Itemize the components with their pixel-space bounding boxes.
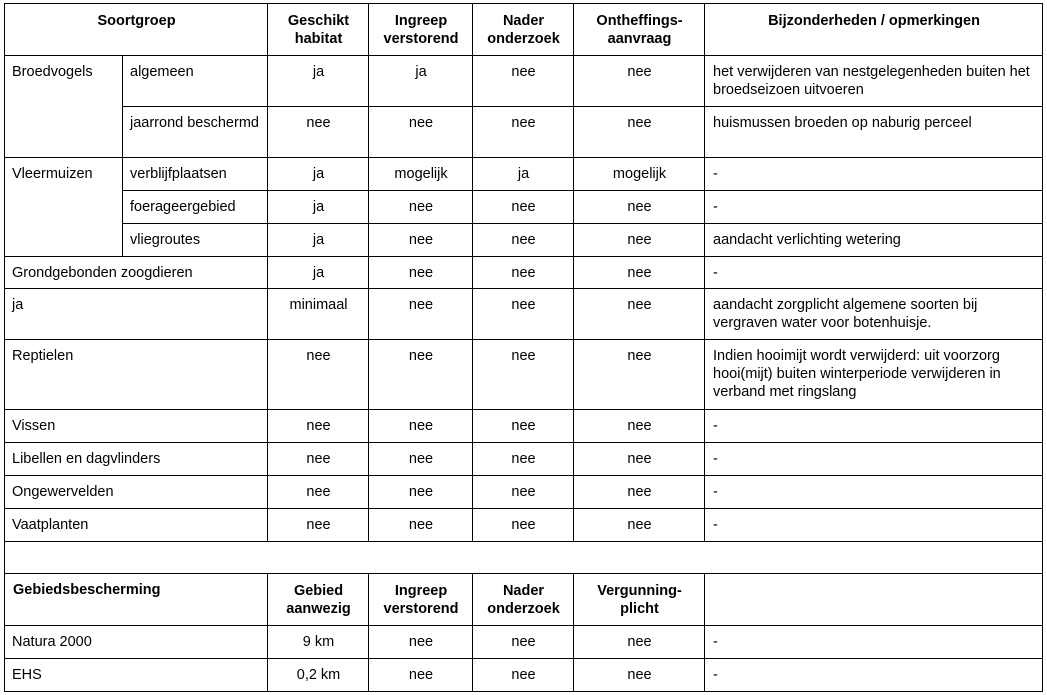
cell-note: het verwijderen van nestgelegenheden buiten het broedseizoen uitvoeren <box>705 56 1043 107</box>
group-label: Vaatplanten <box>5 509 268 542</box>
cell-ingreep: nee <box>369 659 473 692</box>
cell-ontheffing: nee <box>574 289 705 340</box>
cell-onderzoek: nee <box>473 659 574 692</box>
subgroup-label: vliegroutes <box>123 224 268 257</box>
subgroup-label: algemeen <box>123 56 268 107</box>
group-label-broedvogels: Broedvogels <box>5 56 123 158</box>
cell-onderzoek: nee <box>473 191 574 224</box>
table-row <box>5 56 1043 107</box>
header-vergunningplicht: Vergunning-plicht <box>574 574 705 626</box>
table-row <box>5 340 1043 410</box>
header-geschikt-habitat: Geschikt habitat <box>268 4 369 56</box>
cell-onderzoek: ja <box>473 158 574 191</box>
species-protection-table <box>4 3 1043 692</box>
cell-ontheffing: nee <box>574 476 705 509</box>
cell-ingreep: nee <box>369 107 473 158</box>
header-nader-onderzoek: Nader onderzoek <box>473 574 574 626</box>
cell-ingreep: nee <box>369 257 473 289</box>
cell-habitat: ja <box>268 158 369 191</box>
cell-habitat: nee <box>268 443 369 476</box>
cell-ontheffing: nee <box>574 257 705 289</box>
cell-habitat: ja <box>268 257 369 289</box>
cell-habitat: ja <box>268 56 369 107</box>
subgroup-label: jaarrond beschermd <box>123 107 268 158</box>
cell-onderzoek: nee <box>473 56 574 107</box>
gebied-header-row <box>5 574 1043 626</box>
cell-vergunning: nee <box>574 659 705 692</box>
table-row <box>5 257 1043 289</box>
table-row <box>5 443 1043 476</box>
cell-note: - <box>705 659 1043 692</box>
subgroup-label: verblijfplaatsen <box>123 158 268 191</box>
cell-onderzoek: nee <box>473 107 574 158</box>
header-empty <box>705 574 1043 626</box>
gebied-label: Natura 2000 <box>5 626 268 659</box>
header-ingreep-verstorend: Ingreep verstorend <box>369 574 473 626</box>
cell-habitat: nee <box>268 410 369 443</box>
cell-habitat: ja <box>268 224 369 257</box>
cell-ontheffing: nee <box>574 340 705 410</box>
cell-note: aandacht verlichting wetering <box>705 224 1043 257</box>
cell-onderzoek: nee <box>473 443 574 476</box>
table-row <box>5 626 1043 659</box>
cell-onderzoek: nee <box>473 476 574 509</box>
table-row <box>5 158 1043 191</box>
header-gebied-aanwezig: Gebied aanwezig <box>268 574 369 626</box>
cell-note: - <box>705 509 1043 542</box>
cell-ingreep: nee <box>369 509 473 542</box>
cell-ontheffing: mogelijk <box>574 158 705 191</box>
group-label: Ongewervelden <box>5 476 268 509</box>
cell-note: Indien hooimijt wordt verwijderd: uit voorzorg hooi(mijt) buiten winterperiode verwijderen in verband met ringslang <box>705 340 1043 410</box>
cell-ingreep: nee <box>369 443 473 476</box>
cell-note: - <box>705 257 1043 289</box>
table-row <box>5 410 1043 443</box>
cell-note: huismussen broeden op naburig perceel <box>705 107 1043 158</box>
cell-habitat: ja <box>268 191 369 224</box>
header-ingreep-verstorend: Ingreep verstorend <box>369 4 473 56</box>
table-row <box>5 659 1043 692</box>
table-row <box>5 509 1043 542</box>
cell-ingreep: ja <box>369 56 473 107</box>
cell-ingreep: nee <box>369 224 473 257</box>
cell-onderzoek: nee <box>473 626 574 659</box>
group-label: Libellen en dagvlinders <box>5 443 268 476</box>
cell-note: - <box>705 443 1043 476</box>
cell-ontheffing: nee <box>574 410 705 443</box>
table-row <box>5 224 1043 257</box>
cell-ontheffing: nee <box>574 56 705 107</box>
cell-vergunning: nee <box>574 626 705 659</box>
cell-note: - <box>705 158 1043 191</box>
cell-ontheffing: nee <box>574 443 705 476</box>
table-row <box>5 107 1043 158</box>
cell-ingreep: nee <box>369 410 473 443</box>
table-row <box>5 476 1043 509</box>
cell-note: - <box>705 191 1043 224</box>
cell-ontheffing: nee <box>574 191 705 224</box>
group-label-vleermuizen: Vleermuizen <box>5 158 123 257</box>
header-soortgroep: Soortgroep <box>5 4 268 56</box>
cell-ingreep: nee <box>369 340 473 410</box>
cell-onderzoek: nee <box>473 509 574 542</box>
table-row <box>5 289 1043 340</box>
header-row <box>5 4 1043 56</box>
cell-habitat: nee <box>268 107 369 158</box>
header-gebiedsbescherming: Gebiedsbescherming <box>5 574 268 626</box>
cell-habitat: minimaal <box>268 289 369 340</box>
group-label: Reptielen <box>5 340 268 410</box>
cell-ontheffing: nee <box>574 224 705 257</box>
header-nader-onderzoek: Nader onderzoek <box>473 4 574 56</box>
cell-ingreep: mogelijk <box>369 158 473 191</box>
spacer-row <box>5 542 1043 574</box>
cell-ingreep: nee <box>369 289 473 340</box>
cell-ontheffing: nee <box>574 107 705 158</box>
cell-note: - <box>705 476 1043 509</box>
subgroup-label: foerageergebied <box>123 191 268 224</box>
cell-habitat: nee <box>268 340 369 410</box>
cell-habitat: nee <box>268 476 369 509</box>
cell-note: - <box>705 410 1043 443</box>
cell-aanwezig: 9 km <box>268 626 369 659</box>
cell-ingreep: nee <box>369 626 473 659</box>
header-bijzonderheden: Bijzonderheden / opmerkingen <box>705 4 1043 56</box>
spacer-cell <box>5 542 1043 574</box>
cell-note: aandacht zorgplicht algemene soorten bij vergraven water voor botenhuisje. <box>705 289 1043 340</box>
cell-onderzoek: nee <box>473 340 574 410</box>
cell-onderzoek: nee <box>473 289 574 340</box>
cell-onderzoek: nee <box>473 224 574 257</box>
cell-ingreep: nee <box>369 476 473 509</box>
cell-onderzoek: nee <box>473 410 574 443</box>
group-label: ja <box>5 289 268 340</box>
group-label: Grondgebonden zoogdieren <box>5 257 268 289</box>
cell-aanwezig: 0,2 km <box>268 659 369 692</box>
cell-ontheffing: nee <box>574 509 705 542</box>
cell-note: - <box>705 626 1043 659</box>
gebied-label: EHS <box>5 659 268 692</box>
table-row <box>5 191 1043 224</box>
cell-habitat: nee <box>268 509 369 542</box>
header-ontheffingsaanvraag: Ontheffings-aanvraag <box>574 4 705 56</box>
cell-ingreep: nee <box>369 191 473 224</box>
group-label: Vissen <box>5 410 268 443</box>
cell-onderzoek: nee <box>473 257 574 289</box>
